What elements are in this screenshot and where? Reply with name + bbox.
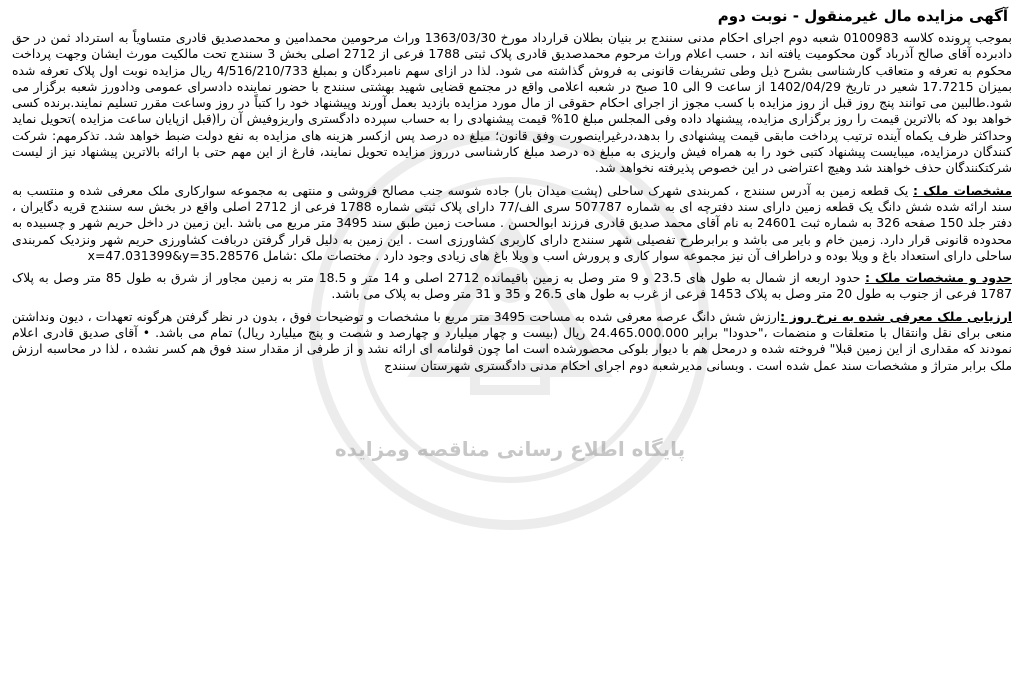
valuation-paragraph bbox=[12, 309, 1012, 374]
boundaries-paragraph bbox=[12, 270, 1012, 303]
property-spec-text: یک قطعه زمین به آدرس سنندج ، کمربندی شهرک ساحلی (پشت میدان بار) جاده شوسه جنب مصالح فروشی و منتهی به مجموعه سوارکاری ملک معرفی شده و منتسب به سند ارائه شده شش دانگ یک قطعه زمین دارای سند دفترچه ای به شماره 507787 سری الف/77 دارای پلاک ثبتی شماره 1788 فرعی از 2712 اصلی واقع در بخش سه سنندج قریه دگایران ، دفتر جلد 150 صفحه 326 به شماره ثبت 24601 به نام آقای محمد صدیق قادری فرزند ابوالحسن . مساحت زمین طبق سند 3495 متر مربع می باشد .این زمین در داخل حریم شهر و چسبیده به محدوده قانونی قرار دارد. زمین خام و بایر می باشد و برابرطرح تفصیلی شهر سنندج دارای کاربری کشاورزی است . این زمین به دلیل قرار گرفتن دربافت کشاورزی حریم شهر ونزدیک کمربندی ساحلی دارای استعداد باغ و ویلا بوده و دراطراف آن نیز مجموعه سوار کاری و پرورش اسب و ویلا باغ های زیادی وجود دارد . مختصات ملک :شامل x=47.031399&y=35.28576 bbox=[12, 182, 1013, 263]
intro-paragraph: بموجب پرونده کلاسه 0100983 شعبه دوم اجرای احکام مدنی سنندج بر بنیان بطلان قرارداد مورخ 1363/03/30 وراث مرحومین محمدامین و محمدصدیق قادری متساویاً به استرداد ثمن در حق دادبرده آقای صالح آذرباد گون محکومیت یافته اند ، حسب اعلام وراث مرحوم محمدصدیق قادری پلاک ثبتی 1788 فرعی از 2712 اصلی بخش 3 سنندج تحت مالکیت مورث ایشان وجهت پرداخت محکوم به تعرفه و متعاقب کارشناسی بشرح ذیل وطی تشریفات قانونی به فروش گذاشته می شود. لذا در ازای سهم نامبردگان و بمبلغ 4/516/210/733 ریال مزایده نوبت اول پلاک تعرفه شده بمیزان 17.7215 شعیر در تاریخ 1402/04/29 از ساعت 9 الی 10 صبح در شعبه اعلامی واقع در مجتمع قضایی شهید بهشتی سنندج با حضور نماینده دادسرای عمومی ودادورز شعبه برگزار می شود.طالبین می توانند پنج روز قبل از روز مزایده با کسب مجوز از اجرای احکام حقوقی از مال مورد مزایده بازدید بعمل آورند وپیشنهاد خود را کتباً در روز وساعت مقرر تسلیم نمایند.برنده کسی خواهد بود که بالاترین قیمت را روز برگزاری مزایده، پیشنهاد داده وفی المجلس مبلغ 10% قیمت پیشنهادی را به حساب سپرده دادگستری واریزوفیش آن را(قبل ازپایان ساعت مزایده )تحویل نماید وحداکثر ظرف یکماه آینده ترتیب پرداخت مابقی قیمت پیشنهادی را بدهد،درغیراینصورت وفق قانون؛ مبلغ ده درصد پس ازکسر هزینه های مزایده به نفع دولت ضبط خواهد شد. تذکرمهم: شرکت کنندگان درمزایده، میبایست پیشنهاد کتبی خود را به همراه فیش واریزی به مبلغ ده درصد مبلغ کارشناسی درروز مزایده تحویل نمایند، فارغ از این مهم حتی با ارائه بالاترین پیشنهاد نیز از لیست شرکتکنندگان حذف خواهند شد وهیچ اعتراضی در این خصوص پذیرفته نخواهد شد. bbox=[12, 30, 1012, 176]
valuation-text: ارزش شش دانگ عرصه معرفی شده به مساحت 3495 متر مربع با مشخصات و توضیحات فوق ، بدون در نظر گرفتن هرگونه تعهدات ، دیون ونداشتن منعی برای نقل وانتقال با متعلقات و منضمات ،"حدودا" برابر 24.465.000.000 ریال (بیست و چهار میلیارد و چهارصد و شصت و پنج میلیارد ریال) تمام می باشد. • آقای صدیق قادری اعلام نمودند که مقداری از این زمین قبلا" فروخته شده و درمحل هم با دیوار بلوکی محصورشده است اما چون قولنامه ای ارائه نشد و از طرفی از مقدار سند فوق هم کسر نشده ، لذا در محاسبه ارزش ملک برابر متراژ و مشخصات سند عمل شده است . وبسانی مدیرشعبه دوم اجرای احکام مدنی دادگستری شهرستان سنندج bbox=[12, 308, 1013, 373]
watermark-text: پایگاه اطلاع رسانی مناقصه ومزایده bbox=[334, 437, 686, 461]
notice-title: آگهی مزایده مال غیرمنقول - نوبت دوم bbox=[717, 7, 1008, 25]
property-spec-paragraph bbox=[12, 183, 1012, 264]
boundaries-label: حدود و مشخصات ملک : bbox=[865, 270, 1012, 286]
valuation-label: ارزیابی ملک معرفی شده به نرخ روز : bbox=[780, 308, 1012, 324]
property-spec-label: مشخصات ملک : bbox=[913, 182, 1012, 198]
boundaries-text: حدود اربعه از شمال به طول های 23.5 و 9 متر وصل به زمین باقیمانده 2712 اصلی و 14 متر و 18.5 متر به زمین مجاور از شرق به طول 85 متر وصل به پلاک 1787 فرعی از جنوب به طول 20 متر وصل به پلاک 1453 فرعی از غرب به طول های 26.5 و 35 و 31 متر وصل به پلاک می باشد. bbox=[12, 270, 1012, 302]
